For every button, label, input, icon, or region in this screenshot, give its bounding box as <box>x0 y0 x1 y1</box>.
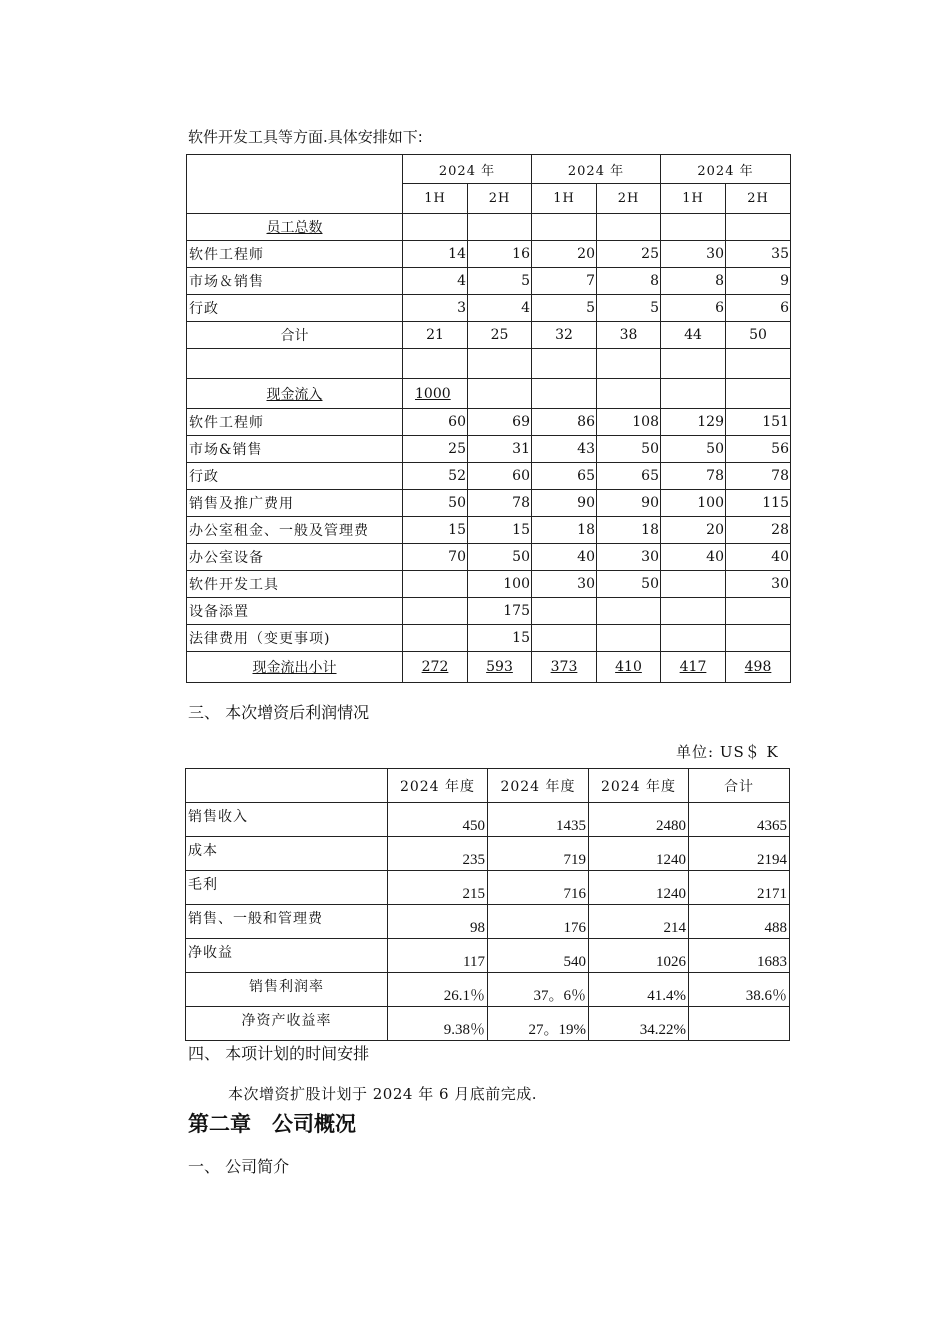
row-value: 78 <box>726 463 791 490</box>
cash-subtotal-value: 417 <box>661 652 726 683</box>
row-value: 8 <box>597 268 661 295</box>
row-value: 117 <box>388 939 488 973</box>
row-value: 37。6％ <box>488 973 589 1007</box>
row-value: 450 <box>388 803 488 837</box>
row-value <box>403 625 468 652</box>
row-value: 4365 <box>689 803 790 837</box>
row-label: 行政 <box>187 463 403 490</box>
row-value: 214 <box>589 905 689 939</box>
year-header: 2024 年 <box>661 155 791 184</box>
row-value: 98 <box>388 905 488 939</box>
row-value: 18 <box>532 517 597 544</box>
row-value <box>403 598 468 625</box>
staff-total-value: 32 <box>532 322 597 349</box>
row-value <box>661 571 726 598</box>
row-value: 235 <box>388 837 488 871</box>
row-value: 65 <box>532 463 597 490</box>
row-value: 50 <box>661 436 726 463</box>
profit-rows <box>186 803 790 973</box>
row-value: 15 <box>468 625 532 652</box>
row-label: 市场&销售 <box>187 436 403 463</box>
row-value: 43 <box>532 436 597 463</box>
cash-in-value: 1000 <box>403 379 468 409</box>
row-value: 78 <box>468 490 532 517</box>
table-row <box>186 905 790 939</box>
row-value: 1683 <box>689 939 790 973</box>
row-value: 1435 <box>488 803 589 837</box>
intro-text: 软件开发工具等方面.具体安排如下: <box>188 128 423 146</box>
row-label: 市场＆销售 <box>187 268 403 295</box>
row-value: 25 <box>597 241 661 268</box>
row-value: 30 <box>726 571 791 598</box>
row-value: 129 <box>661 409 726 436</box>
table-row <box>187 490 791 517</box>
row-value: 69 <box>468 409 532 436</box>
half-header: 1H <box>403 184 468 214</box>
table-row <box>187 436 791 463</box>
half-header: 2H <box>597 184 661 214</box>
row-value: 26.1％ <box>388 973 488 1007</box>
table-row <box>187 517 791 544</box>
row-value: 5 <box>468 268 532 295</box>
half-header: 1H <box>532 184 597 214</box>
row-label: 法律费用（变更事项) <box>187 625 403 652</box>
row-value: 50 <box>468 544 532 571</box>
row-value: 34.22% <box>589 1007 689 1041</box>
row-value <box>597 625 661 652</box>
table-row <box>186 973 790 1007</box>
row-value: 716 <box>488 871 589 905</box>
row-label: 成本 <box>186 837 388 871</box>
row-value: 9 <box>726 268 791 295</box>
row-value <box>689 1007 790 1041</box>
row-value <box>597 598 661 625</box>
row-value: 27。19% <box>488 1007 589 1041</box>
row-label: 软件工程师 <box>187 409 403 436</box>
staff-cashflow-table <box>186 154 791 683</box>
row-value: 40 <box>532 544 597 571</box>
row-value: 108 <box>597 409 661 436</box>
row-value <box>532 598 597 625</box>
unit-label: 单位: US＄ K <box>676 743 779 761</box>
row-value: 1026 <box>589 939 689 973</box>
table-row <box>186 1007 790 1041</box>
row-value: 2171 <box>689 871 790 905</box>
blank-row <box>187 349 791 379</box>
staff-total-value: 44 <box>661 322 726 349</box>
row-label: 毛利 <box>186 871 388 905</box>
row-value: 4 <box>468 295 532 322</box>
table-row <box>187 598 791 625</box>
row-value: 50 <box>597 436 661 463</box>
column-header: 2024 年度 <box>388 769 488 803</box>
row-value: 4 <box>403 268 468 295</box>
row-label: 销售及推广费用 <box>187 490 403 517</box>
column-header: 2024 年度 <box>589 769 689 803</box>
row-value: 30 <box>661 241 726 268</box>
row-value <box>532 625 597 652</box>
row-value: 50 <box>403 490 468 517</box>
row-value: 41.4% <box>589 973 689 1007</box>
ratio-rows <box>186 973 790 1041</box>
row-value: 1240 <box>589 837 689 871</box>
cash-subtotal-value: 272 <box>403 652 468 683</box>
cash-subtotal-value: 593 <box>468 652 532 683</box>
chapter-heading: 第二章 公司概况 <box>188 1112 356 1136</box>
cash-subtotal-value: 498 <box>726 652 791 683</box>
row-value: 100 <box>468 571 532 598</box>
cash-section-title: 现金流入 <box>187 379 403 409</box>
row-value: 70 <box>403 544 468 571</box>
section-heading: 三、 本次增资后利润情况 <box>188 703 370 722</box>
column-header: 合计 <box>689 769 790 803</box>
row-value: 540 <box>488 939 589 973</box>
row-value: 6 <box>726 295 791 322</box>
table-row <box>186 871 790 905</box>
row-value: 3 <box>403 295 468 322</box>
row-value: 488 <box>689 905 790 939</box>
table-row <box>187 241 791 268</box>
table-row <box>186 939 790 973</box>
row-value: 5 <box>597 295 661 322</box>
table-row <box>186 803 790 837</box>
staff-total-label: 合计 <box>187 322 403 349</box>
row-value: 151 <box>726 409 791 436</box>
row-value: 30 <box>597 544 661 571</box>
row-value: 52 <box>403 463 468 490</box>
row-value: 40 <box>661 544 726 571</box>
row-value: 20 <box>661 517 726 544</box>
table-row <box>186 837 790 871</box>
row-value: 16 <box>468 241 532 268</box>
row-label: 办公室设备 <box>187 544 403 571</box>
row-value: 8 <box>661 268 726 295</box>
row-value: 15 <box>468 517 532 544</box>
row-label: 销售收入 <box>186 803 388 837</box>
row-label: 销售、一般和管理费 <box>186 905 388 939</box>
half-header: 2H <box>468 184 532 214</box>
row-value: 175 <box>468 598 532 625</box>
row-value: 18 <box>597 517 661 544</box>
row-value: 15 <box>403 517 468 544</box>
row-label: 净资产收益率 <box>186 1007 388 1041</box>
row-label: 净收益 <box>186 939 388 973</box>
table-row <box>187 268 791 295</box>
cash-rows <box>187 409 791 652</box>
column-header: 2024 年度 <box>488 769 589 803</box>
row-value: 90 <box>597 490 661 517</box>
row-value: 90 <box>532 490 597 517</box>
section-heading: 一、 公司简介 <box>188 1157 290 1176</box>
row-value: 20 <box>532 241 597 268</box>
row-value: 7 <box>532 268 597 295</box>
staff-section-title: 员工总数 <box>187 214 403 241</box>
section-heading: 四、 本项计划的时间安排 <box>188 1044 370 1063</box>
row-value <box>661 625 726 652</box>
table-row <box>187 625 791 652</box>
row-value: 60 <box>468 463 532 490</box>
table-row <box>187 571 791 598</box>
schedule-paragraph: 本次增资扩股计划于 2024 年 6 月底前完成. <box>228 1085 538 1103</box>
cash-subtotal-value: 410 <box>597 652 661 683</box>
cash-subtotal-value: 373 <box>532 652 597 683</box>
row-value: 719 <box>488 837 589 871</box>
row-value: 9.38％ <box>388 1007 488 1041</box>
row-value: 6 <box>661 295 726 322</box>
row-value: 31 <box>468 436 532 463</box>
row-value: 35 <box>726 241 791 268</box>
row-value: 25 <box>403 436 468 463</box>
row-label: 行政 <box>187 295 403 322</box>
row-value <box>726 625 791 652</box>
half-header: 1H <box>661 184 726 214</box>
row-value: 56 <box>726 436 791 463</box>
row-value: 176 <box>488 905 589 939</box>
staff-total-value: 25 <box>468 322 532 349</box>
row-label: 销售利润率 <box>186 973 388 1007</box>
row-value: 115 <box>726 490 791 517</box>
cash-subtotal-label: 现金流出小计 <box>187 652 403 683</box>
profit-table <box>185 768 790 1041</box>
row-value: 14 <box>403 241 468 268</box>
half-header: 2H <box>726 184 791 214</box>
row-value: 215 <box>388 871 488 905</box>
row-value: 2194 <box>689 837 790 871</box>
row-value: 38.6％ <box>689 973 790 1007</box>
row-value: 2480 <box>589 803 689 837</box>
staff-rows <box>187 241 791 322</box>
table-row <box>187 295 791 322</box>
row-value <box>403 571 468 598</box>
year-header: 2024 年 <box>403 155 532 184</box>
row-value <box>726 598 791 625</box>
staff-total-value: 21 <box>403 322 468 349</box>
row-value: 30 <box>532 571 597 598</box>
staff-total-value: 38 <box>597 322 661 349</box>
header-blank-cell <box>186 769 388 803</box>
header-blank-cell <box>187 155 403 214</box>
table-row <box>187 463 791 490</box>
row-value: 86 <box>532 409 597 436</box>
row-value: 5 <box>532 295 597 322</box>
row-value: 40 <box>726 544 791 571</box>
row-label: 设备添置 <box>187 598 403 625</box>
row-label: 软件开发工具 <box>187 571 403 598</box>
year-header: 2024 年 <box>532 155 661 184</box>
row-value: 60 <box>403 409 468 436</box>
row-value: 1240 <box>589 871 689 905</box>
row-value: 100 <box>661 490 726 517</box>
row-value: 50 <box>597 571 661 598</box>
row-value: 65 <box>597 463 661 490</box>
table-row <box>187 409 791 436</box>
row-label: 软件工程师 <box>187 241 403 268</box>
row-label: 办公室租金、一般及管理费 <box>187 517 403 544</box>
table-row <box>187 544 791 571</box>
row-value <box>661 598 726 625</box>
row-value: 28 <box>726 517 791 544</box>
staff-total-value: 50 <box>726 322 791 349</box>
row-value: 78 <box>661 463 726 490</box>
